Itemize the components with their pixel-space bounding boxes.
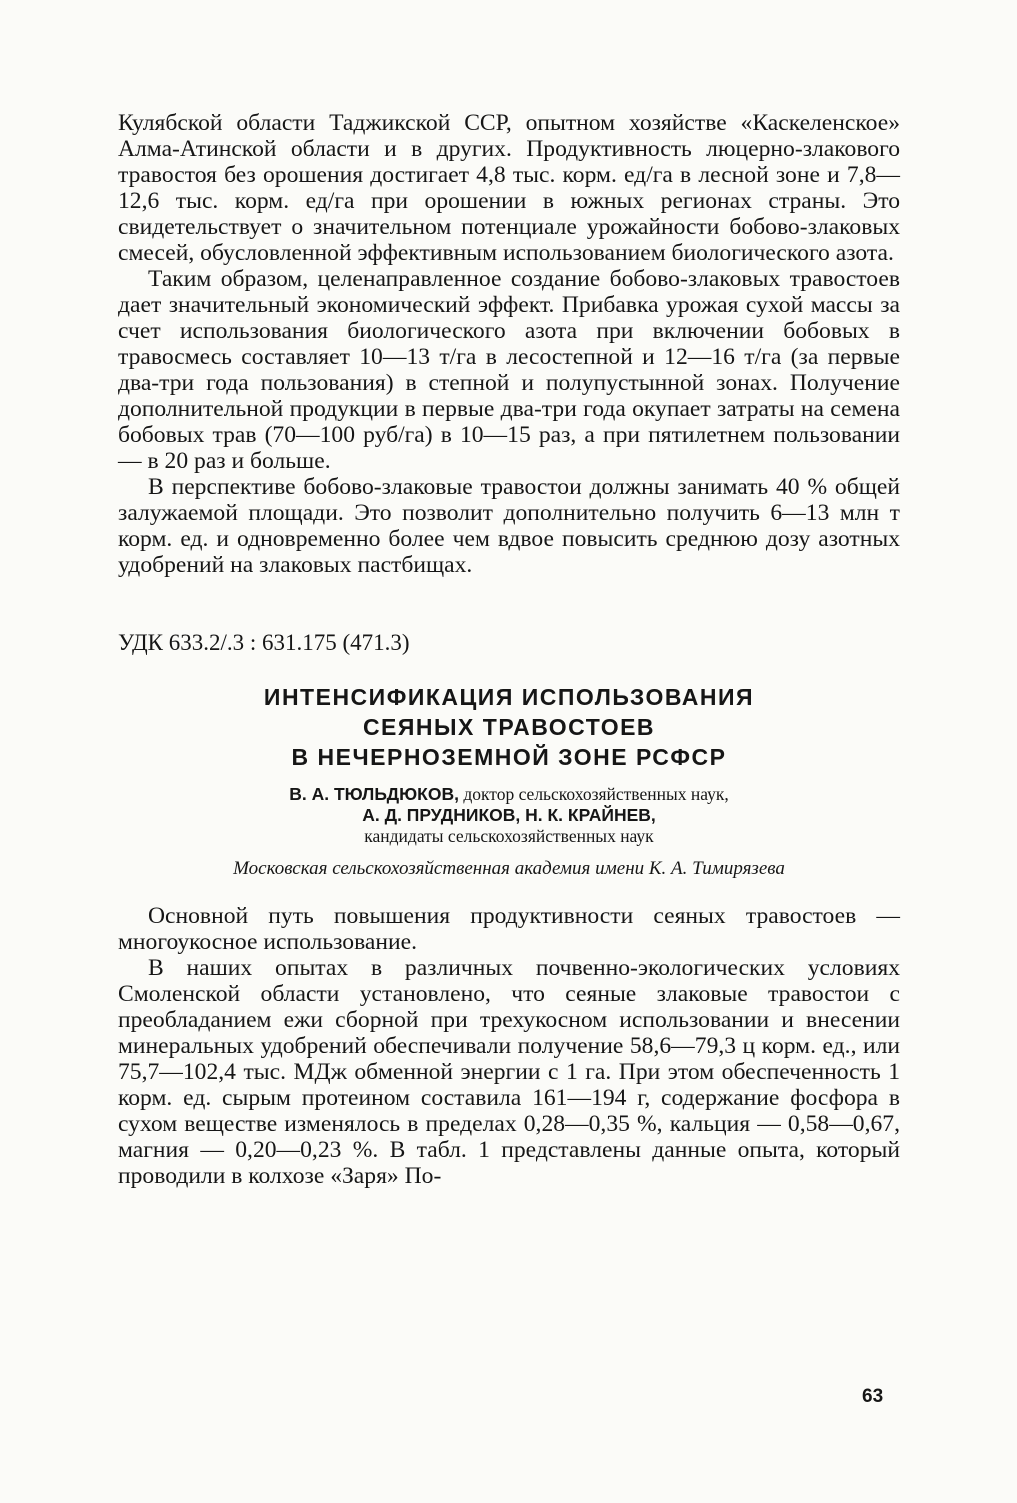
- page-number: 63: [862, 1386, 884, 1407]
- paragraph-conclusion: Таким образом, целенаправленное создание бобово-злаковых травостоев дает значительный экономический эффект. Прибавка урожая сухой массы за счет использования биологического азота при включении бобовых в травосмесь составляет 10—13 т/га в лесостепной и 12—16 т/га (за первые два-три года пользования) в степной и полупустынной зонах. Получение дополнительной продукции в первые два-три года окупает затраты на семена бобовых трав (70—100 руб/га) в 10—15 раз, а при пятилетнем пользовании — в 20 раз и больше.: [118, 266, 900, 474]
- page-content: [118, 110, 900, 1189]
- paragraph-continuation: Кулябской области Таджикской ССР, опытном хозяйстве «Каскеленское» Алма-Атинской области и в других. Продуктивность люцерно-злакового травостоя без орошения достигает 4,8 тыс. корм. ед/га в лесной зоне и 7,8—12,6 тыс. корм. ед/га при орошении в южных регионах страны. Это свидетельствует о значительном потенциале урожайности бобово-злаковых смесей, обусловленной эффективным использованием биологического азота.: [118, 110, 900, 266]
- author-line-1: [118, 784, 900, 805]
- author1-degree: доктор сельскохозяйственных наук,: [458, 784, 729, 804]
- article-body: [118, 903, 900, 1189]
- paragraph-perspective: В перспективе бобово-злаковые травостои должны занимать 40 % общей залужаемой площади. Это позволит дополнительно получить 6—13 млн т корм. ед. и одновременно более чем вдвое повысить среднюю дозу азотных удобрений на злаковых пастбищах.: [118, 474, 900, 578]
- authors2-degree: кандидаты сельскохозяйственных наук: [364, 826, 654, 846]
- authors2-names: А. Д. ПРУДНИКОВ, Н. К. КРАЙНЕВ,: [362, 805, 656, 825]
- authors-block: [118, 784, 900, 847]
- paragraph-experiments: В наших опытах в различных почвенно-экологических условиях Смоленской области установлено, что сеяные злаковые травостои с преобладанием ежи сборной при трехукосном использовании и внесении минеральных удобрений обеспечивали получение 58,6—79,3 ц корм. ед., или 75,7—102,4 тыс. МДж обменной энергии с 1 га. При этом обеспеченность 1 корм. ед. сырым протеином составила 161—194 г, содержание фосфора в сухом веществе изменялось в пределах 0,28—0,35 %, кальция — 0,58—0,67, магния — 0,20—0,23 %. В табл. 1 представлены данные опыта, который проводили в колхозе «Заря» По-: [118, 955, 900, 1189]
- institution: Московская сельскохозяйственная академия имени К. А. Тимирязева: [233, 858, 785, 879]
- article-title: [118, 682, 900, 772]
- paragraph-intro: Основной путь повышения продуктивности сеяных травостоев — многоукосное использование.: [118, 903, 900, 955]
- title-line-3: В НЕЧЕРНОЗЕМНОЙ ЗОНЕ РСФСР: [291, 744, 727, 770]
- udk-code: УДК 633.2/.3 : 631.175 (471.3): [118, 630, 410, 655]
- title-line-2: СЕЯНЫХ ТРАВОСТОЕВ: [362, 714, 656, 740]
- author1-name: В. А. ТЮЛЬДЮКОВ,: [289, 784, 459, 804]
- title-line-1: ИНТЕНСИФИКАЦИЯ ИСПОЛЬЗОВАНИЯ: [263, 684, 755, 710]
